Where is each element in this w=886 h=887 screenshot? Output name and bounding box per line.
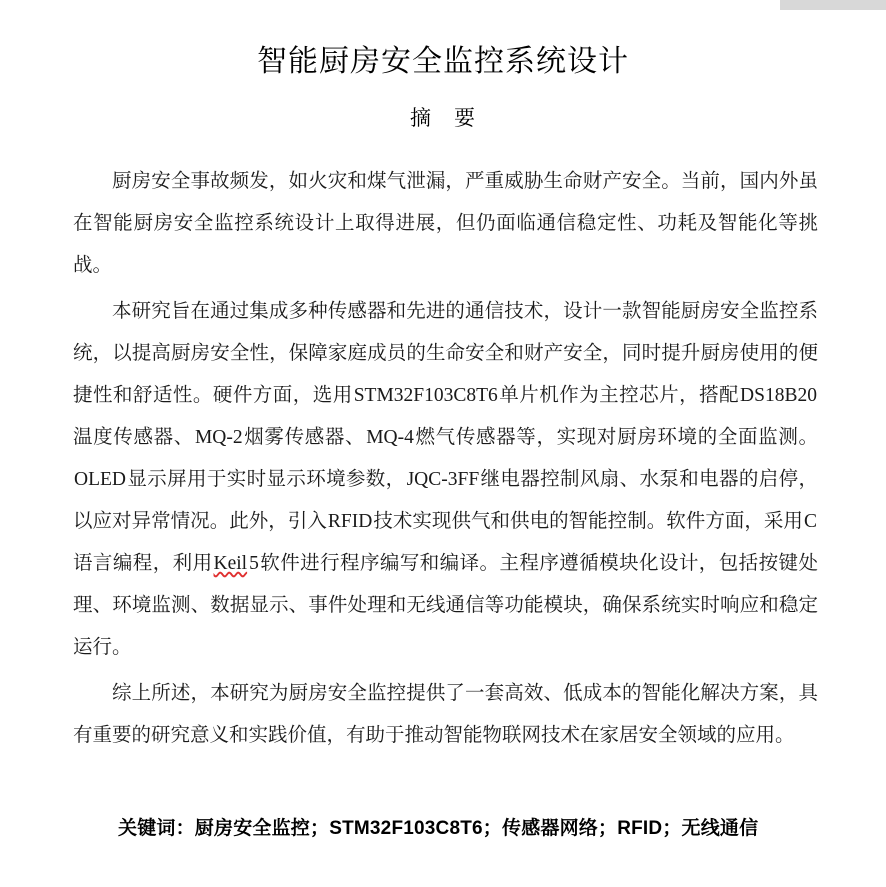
paragraph-2-segment-2: 单片机作为主控芯片，搭配 <box>498 385 740 407</box>
section-heading-abstract: 摘 要 <box>410 107 476 130</box>
display-type: OLED <box>74 469 126 491</box>
gas-sensor-model: MQ-4 <box>366 427 414 449</box>
paragraph-2-segment-10: 软件进行程序编写和编译。主程序遵循模块化设计，包括按键处理、环境监测、数据显示、事件处理和无线通信等功能模块，确保系统实时响应和稳定运行。 <box>73 553 818 659</box>
paragraph-2-segment-1: 本研究旨在通过集成多种传感器和先进的通信技术，设计一款智能厨房安全监控系统，以提高厨房安全性，保障家庭成员的生命安全和财产安全，同时提升厨房使用的便捷性和舒适性。硬件方面，选用 <box>73 301 818 407</box>
paragraph-2-segment-6: 显示屏用于实时显示环境参数， <box>127 469 406 491</box>
abstract-paragraph-2 <box>73 291 818 669</box>
paragraph-2-segment-7: 继电器控制风扇、水泵和电器的启停，以应对异常情况。此外，引入 <box>73 469 818 533</box>
ide-version: 5 <box>249 553 259 575</box>
mcu-model: STM32F103C8T6 <box>353 385 498 407</box>
abstract-paragraph-1: 厨房安全事故频发，如火灾和煤气泄漏，严重威胁生命财产安全。当前，国内外虽在智能厨房安全监控系统设计上取得进展，但仍面临通信稳定性、功耗及智能化等挑战。 <box>73 171 818 277</box>
top-right-artifact-band <box>780 0 886 10</box>
keywords-line: 关键词：厨房安全监控；STM32F103C8T6；传感器网络；RFID；无线通信 <box>118 818 759 839</box>
programming-language: C <box>803 511 817 533</box>
relay-model: JQC-3FF <box>406 469 480 491</box>
rfid-technology: RFID <box>327 511 373 533</box>
abstract-paragraph-3: 综上所述，本研究为厨房安全监控提供了一套高效、低成本的智能化解决方案，具有重要的研究意义和实践价值，有助于推动智能物联网技术在家居安全领域的应用。 <box>73 683 818 747</box>
page-title: 智能厨房安全监控系统设计 <box>257 45 629 78</box>
paragraph-2-segment-9: 语言编程，利用 <box>73 553 213 575</box>
smoke-sensor-model: MQ-2 <box>194 427 243 449</box>
ide-name: Keil <box>213 553 248 575</box>
paragraph-2-segment-8: 技术实现供气和供电的智能控制。软件方面，采用 <box>373 511 803 533</box>
paragraph-2-segment-5: 燃气传感器等，实现对厨房环境的全面监测。 <box>414 427 818 449</box>
temperature-sensor-model: DS18B20 <box>740 385 817 407</box>
abstract-body <box>0 131 886 757</box>
paragraph-2-segment-3: 温度传感器、 <box>73 427 194 449</box>
paragraph-2-segment-4: 烟雾传感器、 <box>243 427 366 449</box>
